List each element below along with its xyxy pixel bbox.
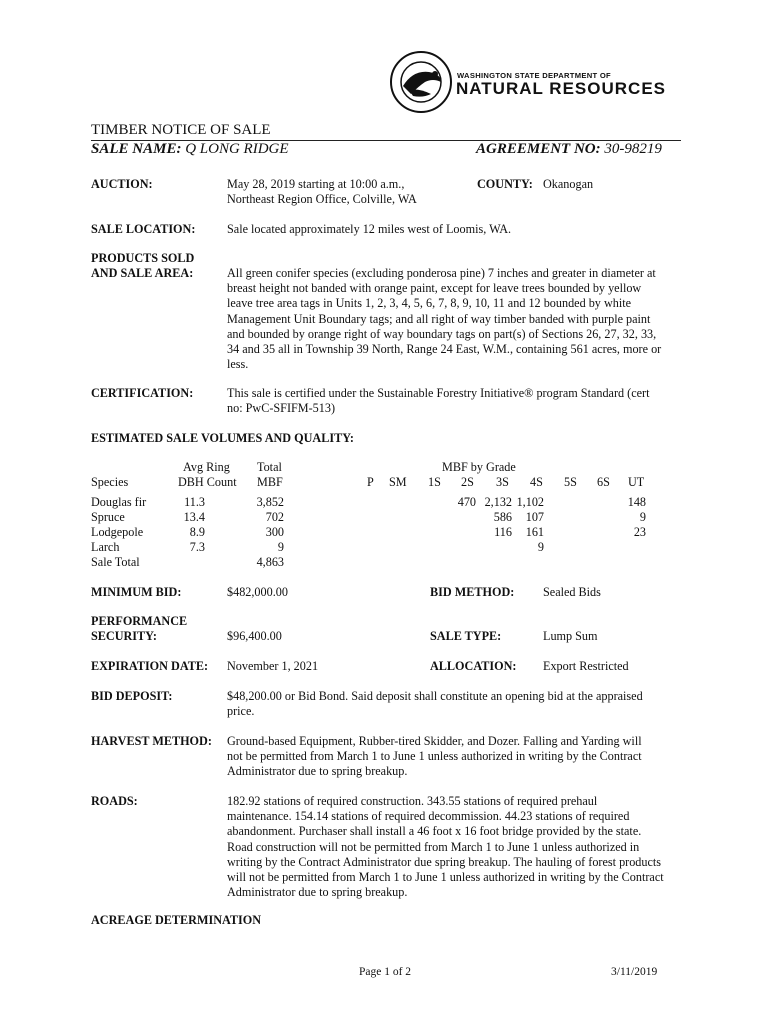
- roads-line: will not be permitted from March 1 to June 1 unless authorized in writing by the Contract: [227, 870, 664, 885]
- grade-header: 3S: [496, 475, 509, 489]
- sale-total-label: Sale Total: [91, 555, 140, 569]
- row-4s: 9: [537, 540, 544, 554]
- sale-total-value: 4,863: [256, 555, 284, 569]
- row-3s: 116: [494, 525, 512, 539]
- dnr-seal-icon: [389, 50, 453, 114]
- expiration-label: EXPIRATION DATE:: [91, 659, 209, 673]
- row-ut: 9: [639, 510, 646, 524]
- bid-deposit-line2: price.: [227, 704, 255, 718]
- row-dbh: 13.4: [183, 510, 205, 524]
- expiration-value: November 1, 2021: [227, 659, 319, 673]
- hdr-mbf-by-grade: MBF by Grade: [442, 460, 516, 474]
- roads-line: Administrator due to spring breakup.: [227, 885, 408, 900]
- footer-date: 3/11/2019: [611, 966, 658, 978]
- roads-line: Road construction will not be permitted from March 1 to June 1 unless authorized in: [227, 839, 640, 854]
- row-species: Douglas fir: [91, 495, 147, 509]
- row-ut: 148: [627, 495, 646, 509]
- grade-header: 2S: [461, 475, 474, 489]
- county-label: COUNTY:: [477, 177, 533, 191]
- acreage-label: ACREAGE DETERMINATION: [91, 913, 262, 927]
- volumes-heading: ESTIMATED SALE VOLUMES AND QUALITY:: [91, 431, 354, 445]
- products-line: breast height not banded with orange paint, except for leave trees bounded by yellow: [227, 281, 642, 296]
- row-total: 702: [265, 510, 284, 524]
- products-label1: PRODUCTS SOLD: [91, 251, 195, 265]
- bid-method-label: BID METHOD:: [430, 585, 515, 599]
- roads-text: [227, 794, 664, 900]
- row-species: Larch: [91, 540, 120, 554]
- row-4s: 107: [525, 510, 544, 524]
- agreement-label: AGREEMENT NO:: [476, 141, 601, 157]
- harvest-text: [227, 734, 642, 780]
- min-bid-label: MINIMUM BID:: [91, 585, 182, 599]
- products-line: Management Unit Boundary tags; and all right of way timber banded with purple paint: [227, 311, 651, 326]
- agreement-value: 30-98219: [604, 141, 662, 157]
- sale-type-value: Lump Sum: [543, 629, 598, 643]
- row-total: 9: [277, 540, 284, 554]
- hdr-dbh-count: DBH Count: [178, 475, 237, 489]
- row-dbh: 8.9: [189, 525, 205, 539]
- notice-title: TIMBER NOTICE OF SALE: [91, 122, 271, 138]
- grade-header: 5S: [564, 475, 577, 489]
- auction-label: AUCTION:: [91, 177, 153, 191]
- org-line2: NATURAL RESOURCES: [456, 79, 666, 98]
- performance-value: $96,400.00: [227, 629, 282, 643]
- row-total: 3,852: [256, 495, 284, 509]
- sale-name-value: Q LONG RIDGE: [185, 141, 289, 157]
- row-3s: 2,132: [484, 495, 512, 509]
- allocation-label: ALLOCATION:: [430, 659, 517, 673]
- sale-location-text: Sale located approximately 12 miles west of Loomis, WA.: [227, 222, 512, 236]
- grade-header: 6S: [597, 475, 610, 489]
- sale-name-line: [91, 141, 289, 158]
- allocation-value: Export Restricted: [543, 659, 629, 673]
- row-total: 300: [265, 525, 284, 539]
- row-3s: 586: [493, 510, 512, 524]
- row-dbh: 7.3: [189, 540, 205, 554]
- roads-line: abandonment. Purchaser shall install a 46 foot x 16 foot bridge provided by the state.: [227, 824, 642, 839]
- sale-location-label: SALE LOCATION:: [91, 222, 196, 236]
- hdr-avg-ring: Avg Ring: [183, 460, 230, 474]
- harvest-line: not be permitted from March 1 to June 1 unless authorized in writing by the Contract: [227, 749, 642, 764]
- roads-label: ROADS:: [91, 794, 138, 808]
- bid-method-value: Sealed Bids: [543, 585, 601, 599]
- roads-line: maintenance. 154.14 stations of required decommission. 44.23 stations of required: [227, 809, 630, 824]
- row-dbh: 11.3: [184, 495, 205, 509]
- grade-header: 1S: [428, 475, 441, 489]
- page-number: Page 1 of 2: [359, 966, 412, 978]
- auction-line2: Northeast Region Office, Colville, WA: [227, 192, 417, 206]
- certification-line2: no: PwC-SFIFM-513): [227, 401, 336, 415]
- row-2s: 470: [457, 495, 476, 509]
- roads-line: writing by the Contract Administrator due spring breakup. The hauling of forest products: [227, 854, 662, 869]
- roads-line: 182.92 stations of required construction. 343.55 stations of required prehaul: [227, 794, 598, 808]
- row-4s: 161: [525, 525, 544, 539]
- performance-label1: PERFORMANCE: [91, 614, 188, 628]
- products-label2: AND SALE AREA:: [91, 266, 194, 280]
- certification-label: CERTIFICATION:: [91, 386, 194, 400]
- row-species: Lodgepole: [91, 525, 144, 539]
- bid-deposit-label: BID DEPOSIT:: [91, 689, 173, 703]
- products-line: less.: [227, 357, 249, 372]
- row-4s: 1,102: [516, 495, 544, 509]
- performance-label2: SECURITY:: [91, 629, 157, 643]
- grade-header: P: [367, 475, 374, 489]
- hdr-total: Total: [257, 460, 282, 474]
- harvest-label: HARVEST METHOD:: [91, 734, 212, 748]
- row-ut: 23: [633, 525, 646, 539]
- products-line: All green conifer species (excluding ponderosa pine) 7 inches and greater in diameter at: [227, 266, 656, 280]
- harvest-line: Ground-based Equipment, Rubber-tired Skidder, and Dozer. Falling and Yarding will: [227, 734, 642, 748]
- sale-type-label: SALE TYPE:: [430, 629, 502, 643]
- certification-line1: This sale is certified under the Sustainable Forestry Initiative® program Standard (cert: [227, 386, 650, 400]
- harvest-line: Administrator due to spring breakup.: [227, 764, 408, 779]
- hdr-species: Species: [91, 475, 129, 489]
- sale-name-label: SALE NAME:: [91, 141, 182, 157]
- bid-deposit-line1: $48,200.00 or Bid Bond. Said deposit shall constitute an opening bid at the appraised: [227, 689, 643, 703]
- products-line: 34 and 35 all in Township 39 North, Range 24 East, W.M., containing 561 acres, more or: [227, 342, 662, 357]
- auction-line1: May 28, 2019 starting at 10:00 a.m.,: [227, 177, 405, 191]
- agreement-line: [476, 141, 662, 158]
- row-species: Spruce: [91, 510, 125, 524]
- products-text: [227, 266, 661, 372]
- grade-header: 4S: [530, 475, 543, 489]
- grade-header: SM: [389, 475, 407, 489]
- grade-header: UT: [628, 475, 645, 489]
- county-value: Okanogan: [543, 177, 594, 191]
- min-bid-value: $482,000.00: [227, 585, 288, 599]
- products-line: and bounded by orange right of way boundary tags on part(s) of Sections 26, 27, 32, 33,: [227, 326, 657, 341]
- products-line: leave tree area tags in Units 1, 2, 3, 4, 5, 6, 7, 8, 9, 10, 11 and 12 bounded by white: [227, 296, 632, 311]
- hdr-mbf: MBF: [257, 475, 283, 489]
- org-line1: WASHINGTON STATE DEPARTMENT OF: [457, 71, 611, 80]
